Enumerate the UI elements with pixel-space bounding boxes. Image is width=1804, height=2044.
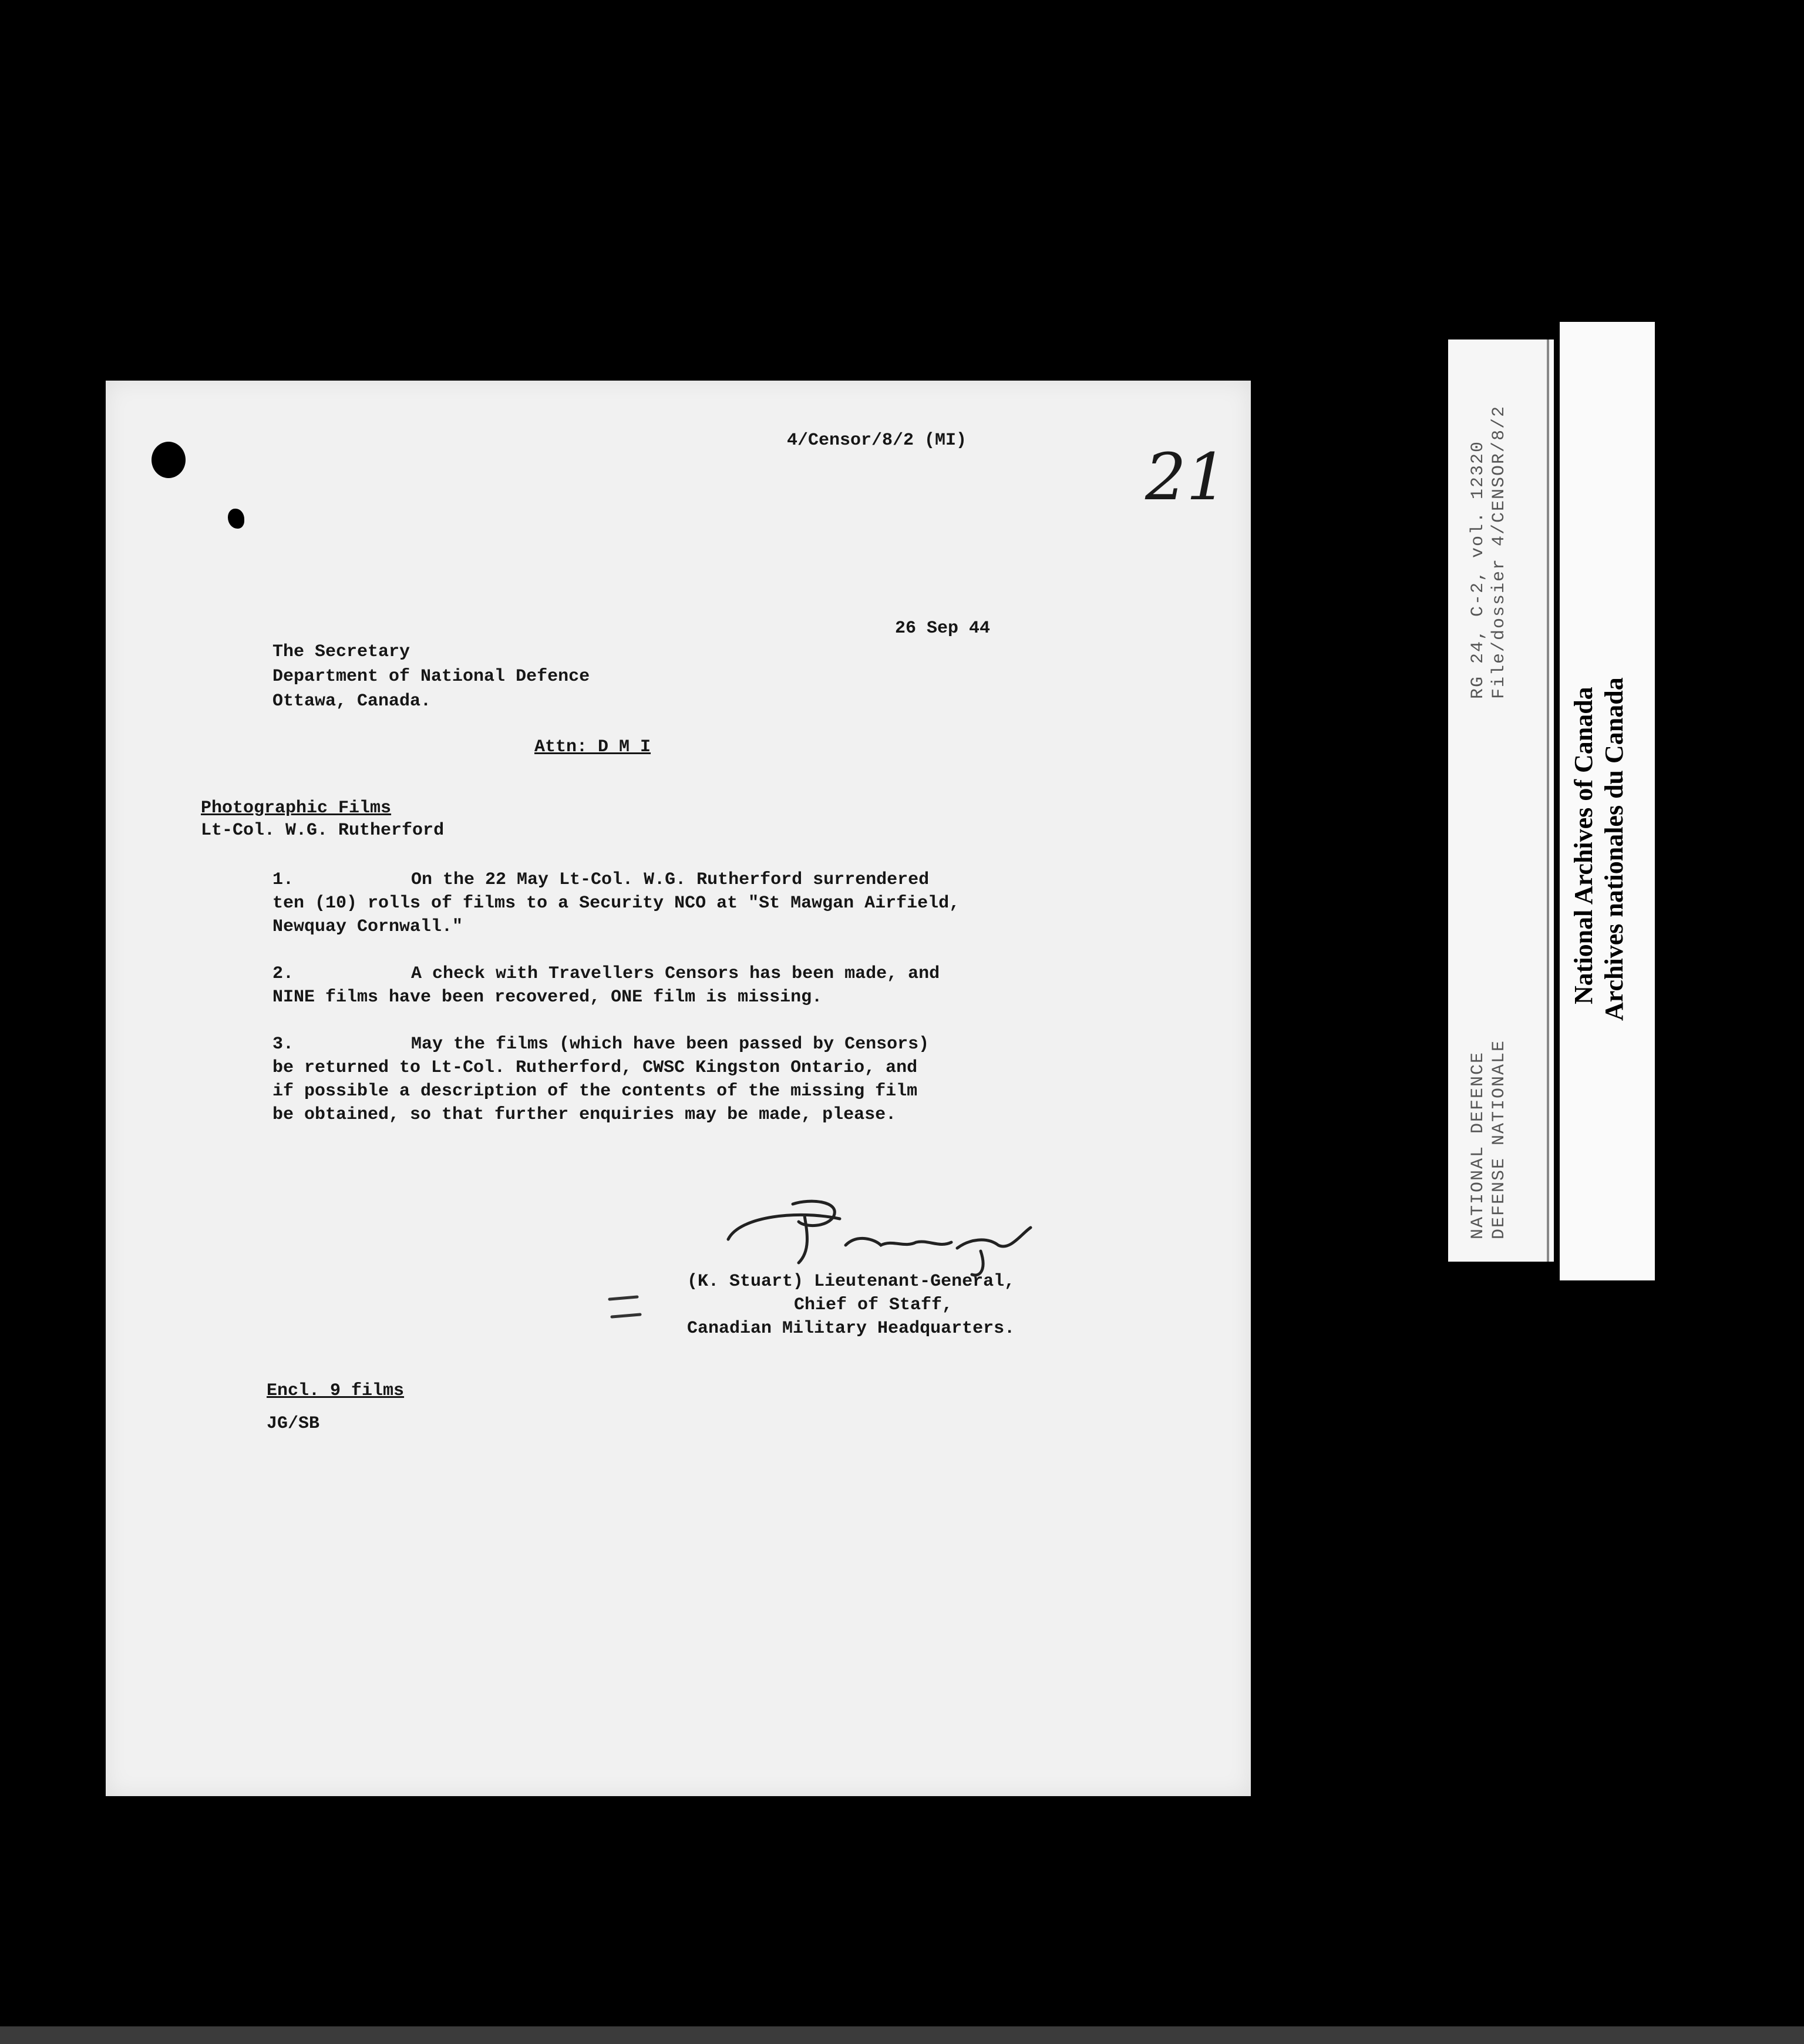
paragraph-2-number: 2. [272,964,294,984]
archives-name-french: Archives nationales du Canada [1600,677,1628,1021]
signature-line-3: Canadian Military Headquarters. [687,1319,1015,1339]
subject-line-1: Photographic Films [201,798,392,818]
page-number-handwritten: 21 [1145,439,1227,515]
file-reference: 4/Censor/8/2 (MI) [787,431,967,451]
paragraph-3-line-2: be returned to Lt-Col. Rutherford, CWSC Kingston Ontario, and [272,1058,918,1078]
archive-department-line-1: NATIONAL DEFENCE [1468,1051,1488,1239]
archive-reference-line-1: RG 24, C-2, vol. 12320 [1468,440,1488,699]
paragraph-1-line-1: On the 22 May Lt-Col. W.G. Rutherford surrendered [411,870,930,890]
attention-line: Attn: D M I [534,737,651,757]
recipient-line-1: The Secretary [272,642,410,662]
archives-name-english: National Archives of Canada [1569,687,1598,1004]
archive-department-line-2: DEFENSE NATIONALE [1489,1039,1509,1239]
initials-line: JG/SB [267,1414,320,1434]
strip-divider [1547,339,1549,1262]
signature-line-1: (K. Stuart) Lieutenant-General, [687,1272,1015,1292]
punch-hole-small [228,509,244,529]
paragraph-2-line-1: A check with Travellers Censors has been made, and [411,964,940,984]
scanner-edge [0,2026,1804,2044]
letter-date: 26 Sep 44 [895,618,991,638]
paragraph-2-line-2: NINE films have been recovered, ONE film is missing. [272,987,823,1007]
paragraph-3-line-3: if possible a description of the contents of the missing film [272,1081,918,1101]
paragraph-3-line-4: be obtained, so that further enquiries may be made, please. [272,1105,897,1125]
paragraph-3-number: 3. [272,1034,294,1054]
pencil-mark [605,1292,646,1327]
paragraph-1-line-2: ten (10) rolls of films to a Security NCO at "St Mawgan Airfield, [272,893,960,913]
archive-reference-line-2: File/dossier 4/CENSOR/8/2 [1489,405,1509,699]
paragraph-3-line-1: May the films (which have been passed by Censors) [411,1034,930,1054]
subject-line-2: Lt-Col. W.G. Rutherford [201,821,445,841]
signature-line-2: Chief of Staff, [794,1295,953,1315]
paragraph-1-line-3: Newquay Cornwall." [272,917,463,937]
enclosure-line: Encl. 9 films [267,1381,405,1401]
recipient-line-2: Department of National Defence [272,667,590,687]
punch-hole [152,442,186,478]
signature-scribble [705,1192,1034,1280]
paragraph-1-number: 1. [272,870,294,890]
recipient-line-3: Ottawa, Canada. [272,691,432,711]
